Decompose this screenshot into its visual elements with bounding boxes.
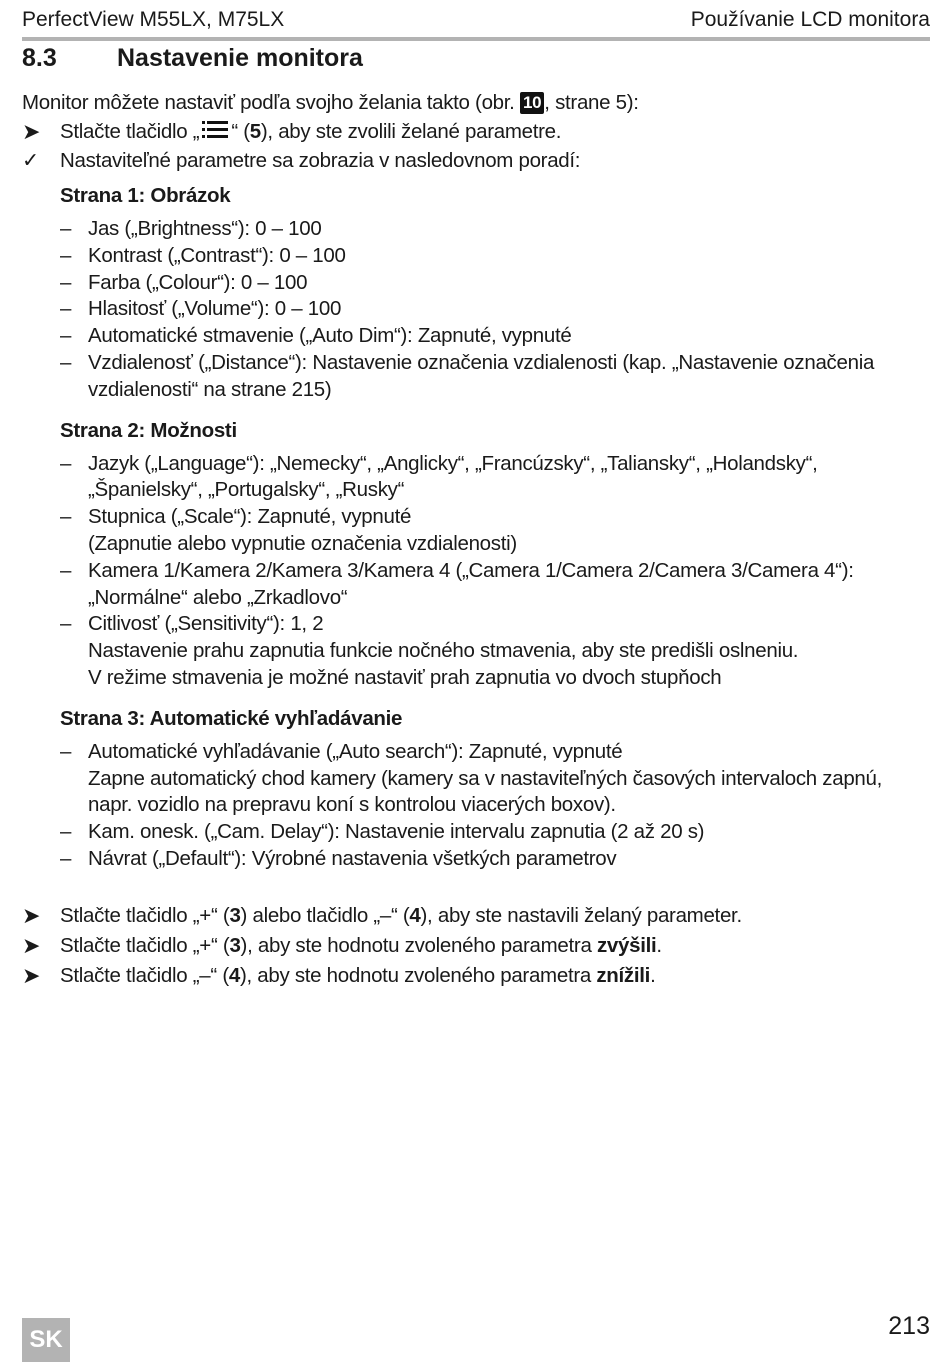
dash-bullet: – <box>60 505 72 529</box>
list-item-line: Automatické stmavenie („Auto Dim“): Zapnuté, vypnuté <box>88 324 572 348</box>
page-header <box>22 6 930 34</box>
step-text: Stlačte tlačidlo „+“ ( <box>60 903 230 927</box>
dash-bullet: – <box>60 297 72 321</box>
step-text: ) alebo tlačidlo „–“ ( <box>240 903 410 927</box>
section-number: 8.3 <box>22 44 57 72</box>
list-item-line: Kontrast („Contrast“): 0 – 100 <box>88 243 346 267</box>
list-item <box>60 558 930 612</box>
list-item-line: Automatické vyhľadávanie („Auto search“): Zapnuté, vypnuté <box>88 739 623 763</box>
page-number: 213 <box>888 1312 930 1340</box>
settings-page-heading: Strana 1: Obrázok <box>60 184 231 207</box>
list-item-line: Jas („Brightness“): 0 – 100 <box>88 217 322 240</box>
settings-page-heading: Strana 3: Automatické vyhľadávanie <box>60 706 403 730</box>
list-item <box>60 451 930 505</box>
dash-bullet: – <box>60 451 72 475</box>
step-text: ), aby ste hodnotu zvoleného parametra <box>240 933 597 957</box>
dash-bullet: – <box>60 846 72 870</box>
list-item-line: Kamera 1/Kamera 2/Kamera 3/Kamera 4 („Camera 1/Camera 2/Camera 3/Camera 4“): <box>88 558 854 582</box>
instruction-step <box>22 901 930 931</box>
language-badge: SK <box>22 1318 70 1362</box>
header-chapter-name: Používanie LCD monitora <box>690 8 930 31</box>
dash-bullet: – <box>60 217 72 240</box>
list-item <box>60 350 930 404</box>
list-item-line: Návrat („Default“): Výrobné nastavenia všetkých parametrov <box>88 846 617 870</box>
section-heading <box>22 43 363 73</box>
arrow-bullet-icon: ➤ <box>22 902 41 928</box>
emphasis-text: 4 <box>228 963 240 987</box>
checkmark-icon: ✓ <box>22 149 39 172</box>
instruction-step <box>22 961 930 991</box>
dash-bullet: – <box>60 243 72 267</box>
dash-bullet: – <box>60 739 72 763</box>
instruction-step-menu: ➤ Stlačte tlačidlo „ “ (5), aby ste zvolili želané parametre. <box>22 119 562 144</box>
step-text: . <box>656 933 662 957</box>
dash-bullet: – <box>60 820 72 844</box>
list-item <box>60 739 930 819</box>
list-item-line: „Španielsky“, „Portugalsky“, „Rusky“ <box>88 478 405 502</box>
list-item-line: Vzdialenosť („Distance“): Nastavenie označenia vzdialenosti (kap. „Nastavenie označenia <box>88 350 875 374</box>
list-item-line: (Zapnutie alebo vypnutie označenia vzdialenosti) <box>88 531 517 555</box>
arrow-bullet-icon: ➤ <box>22 119 41 144</box>
step-text: ), aby ste hodnotu zvoleného parametra <box>239 963 597 987</box>
settings-pages <box>60 181 930 873</box>
list-item-line: vzdialenosti“ na strane 215) <box>88 377 332 401</box>
dash-bullet: – <box>60 612 72 636</box>
dash-bullet: – <box>60 324 72 348</box>
list-item <box>60 216 930 243</box>
settings-list <box>60 216 930 404</box>
figure-reference-badge: 10 <box>520 92 544 114</box>
arrow-bullet-icon: ➤ <box>22 962 41 988</box>
emphasis-text: 3 <box>229 933 241 957</box>
dash-bullet: – <box>60 350 72 374</box>
main-content <box>22 88 930 991</box>
arrow-bullet-icon: ➤ <box>22 932 41 958</box>
list-item <box>60 323 930 350</box>
list-item-line: Kam. onesk. („Cam. Delay“): Nastavenie intervalu zapnutia (2 až 20 s) <box>88 820 705 844</box>
list-item-line: Stupnica („Scale“): Zapnuté, vypnuté <box>88 505 412 529</box>
list-item-line: V režime stmavenia je možné nastaviť prah zapnutia vo dvoch stupňoch <box>88 665 722 689</box>
list-item-line: Zapne automatický chod kamery (kamery sa v nastaviteľných časových intervaloch zapnú, <box>88 766 883 790</box>
dash-bullet: – <box>60 558 72 582</box>
adjustment-steps <box>22 901 930 991</box>
list-item <box>60 296 930 323</box>
emphasis-text: zvýšili <box>596 933 657 957</box>
result-line: ✓ Nastaviteľné parametre sa zobrazia v nasledovnom poradí: <box>22 146 930 175</box>
list-item <box>60 819 930 846</box>
list-item-line: Citlivosť („Sensitivity“): 1, 2 <box>88 612 324 636</box>
section-title: Nastavenie monitora <box>117 44 363 72</box>
list-item-line: Hlasitosť („Volume“): 0 – 100 <box>88 297 342 321</box>
list-item <box>60 611 930 691</box>
list-item-line: Farba („Colour“): 0 – 100 <box>88 270 308 294</box>
list-item <box>60 270 930 297</box>
button-number: 5 <box>249 120 261 143</box>
emphasis-text: 4 <box>409 903 421 927</box>
menu-list-icon <box>201 119 229 141</box>
list-item-line: Nastavenie prahu zapnutia funkcie nočného stmavenia, aby ste predišli oslneniu. <box>88 639 799 663</box>
settings-page-heading: Strana 2: Možnosti <box>60 418 237 442</box>
list-item-line: napr. vozidlo na prepravu koní s kontrolou viacerých boxov). <box>88 793 616 817</box>
settings-list <box>60 739 930 873</box>
header-product-name: PerfectView M55LX, M75LX <box>22 8 285 31</box>
list-item <box>60 243 930 270</box>
emphasis-text: 3 <box>229 903 241 927</box>
step-text: Stlačte tlačidlo „+“ ( <box>60 933 230 957</box>
intro-paragraph: Monitor môžete nastaviť podľa svojho želania takto (obr. 10 , strane 5): <box>22 91 639 114</box>
step-text: ), aby ste nastavili želaný parameter. <box>420 903 742 927</box>
instruction-step <box>22 931 930 961</box>
list-item <box>60 504 930 558</box>
step-text: Stlačte tlačidlo „–“ ( <box>60 963 229 987</box>
step-text: . <box>650 963 656 987</box>
emphasis-text: znížili <box>596 963 651 987</box>
settings-list <box>60 451 930 692</box>
list-item <box>60 846 930 873</box>
list-item-line: Jazyk („Language“): „Nemecky“, „Anglicky“, „Francúzsky“, „Taliansky“, „Holandsky“, <box>88 451 818 475</box>
header-divider <box>22 37 930 41</box>
list-item-line: „Normálne“ alebo „Zrkadlovo“ <box>88 585 348 609</box>
dash-bullet: – <box>60 270 72 294</box>
